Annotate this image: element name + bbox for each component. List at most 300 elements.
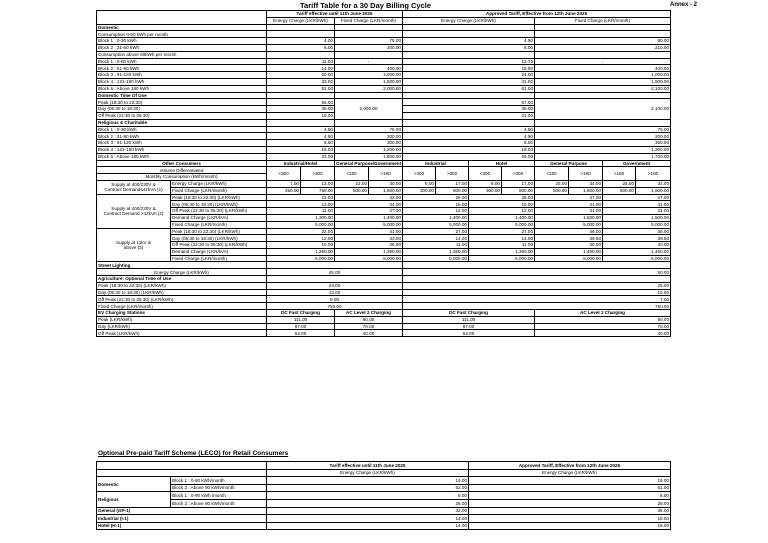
table-cell: 12.00 [469, 208, 535, 215]
table-row [97, 477, 671, 485]
table-cell: 8.00 [469, 492, 671, 500]
table-cell: 25.00 [267, 499, 469, 507]
block-label: Block 2 : Above 90 kWh/month [171, 499, 267, 507]
table-cell: 300.00 [335, 140, 403, 147]
table-row [97, 201, 671, 208]
table-cell: 5,000.00 [603, 221, 671, 228]
table-cell: 1,400.00 [403, 214, 469, 221]
table-cell: 1,600.00 [335, 153, 403, 160]
table-cell: 5,000.00 [403, 221, 469, 228]
table-cell: 12.00 [267, 235, 335, 242]
table-row [97, 146, 671, 153]
period-label: Off Peak (22:30 to 05:30) (LKR/kWh) [97, 296, 267, 303]
table-cell: 75.00 [335, 126, 403, 133]
prepaid-domestic-label: Domestic [97, 477, 171, 492]
table-cell: 15.00 [469, 201, 535, 208]
table-cell: 25.00 [603, 180, 636, 187]
table-cell: 111.00 [403, 316, 535, 323]
table-row [97, 44, 671, 51]
table-cell [267, 31, 335, 38]
table-cell: 4.50 [403, 126, 535, 133]
table-cell: 2,000.00 [335, 85, 403, 92]
table-cell: 5,000.00 [535, 255, 603, 262]
table-row [97, 99, 671, 106]
table-row [97, 65, 671, 72]
table-cell: 4.00 [267, 38, 335, 45]
table-cell: 39.50 [603, 235, 671, 242]
table-cell: 28.00 [469, 194, 535, 201]
table-cell: 13.00 [301, 180, 335, 187]
table-cell: 1,350.00 [469, 248, 535, 255]
table-cell [535, 51, 671, 58]
supply-1-label-line2: Contract Demand≤42kVA (1) [104, 187, 163, 193]
tariff-table [96, 10, 671, 337]
table-cell: 75.00 [535, 126, 671, 133]
street-old: 45.00 [267, 269, 403, 276]
table-cell: >300 [502, 167, 535, 181]
table-cell: 200.00 [535, 133, 671, 140]
table-cell: 33.00 [335, 235, 403, 242]
table-cell: 14.00 [267, 477, 469, 485]
table-cell: 1,200.00 [335, 146, 403, 153]
annex-label: Annex - 2 [670, 2, 698, 8]
supply-2-label-line1: Supply at 400/230V & [111, 205, 156, 211]
table-cell: 400.00 [335, 65, 403, 72]
block-label: Block 2 : 61-90 kWh [97, 65, 267, 72]
table-row [97, 235, 671, 242]
prepaid-old-header: Tariff effective until 11th June 2025 [267, 462, 469, 470]
table-row [97, 85, 671, 92]
table-cell: 1,400.00 [469, 214, 535, 221]
supply-3-label-line2: above (3) [123, 244, 144, 250]
block-label: Block 4 : 121-180 kWh [97, 146, 267, 153]
table-cell: 18.50 [403, 65, 535, 72]
blank-cell [97, 11, 267, 25]
table-cell: 250.00 [267, 187, 301, 194]
section-religious: Religious & Charitable [97, 119, 267, 126]
table-row [97, 248, 671, 255]
table-cell: 30.00 [369, 180, 403, 187]
table-cell: 55.00 [267, 99, 335, 106]
table-cell: Industrial/Hotel [267, 160, 335, 167]
table-cell: 1,350.00 [403, 248, 469, 255]
charge-label: Demand Charge (LKR/kVA) [171, 248, 267, 255]
period-label: Day (05:30 to 18:30) (LKR/kWh) [97, 289, 267, 296]
table-cell: 22.00 [267, 228, 335, 235]
table-cell: 90.00 [535, 316, 671, 323]
category-label: Hotel (H-1) [97, 522, 267, 530]
prepaid-title: Optional Pre-paid Tariff Scheme (LECO) for Retail Consumers [98, 450, 289, 457]
table-row [97, 92, 671, 99]
table-cell: 61.00 [403, 85, 535, 92]
street-energy-label: Energy Charge (LKR/kWh) [97, 269, 267, 276]
table-row [97, 24, 671, 31]
block-label: Block 5 : Above 180 kWh [97, 153, 267, 160]
prepaid-table [96, 461, 671, 530]
table-cell: 70.00 [535, 323, 671, 330]
table-row [97, 228, 671, 235]
section-agri: Agriculture: Optional Time of Use [97, 276, 267, 283]
table-cell: 1,500.00 [535, 78, 671, 85]
table-cell: <180 [535, 167, 569, 181]
table-cell: Hotel [469, 160, 535, 167]
table-cell: 5,000.00 [267, 221, 335, 228]
table-cell: 5,000.00 [267, 255, 335, 262]
table-cell [535, 92, 671, 99]
table-row [97, 262, 671, 269]
table-cell [535, 119, 671, 126]
table-cell: Energy Charge (LKR/kWh) [469, 469, 671, 477]
street-new: 50.00 [403, 269, 671, 276]
table-cell: 14.00 [403, 235, 469, 242]
period-label: Off Peak (LKR/kWh) [97, 330, 267, 337]
table-cell: 16.00 [469, 477, 671, 485]
table-cell: 22.00 [335, 180, 369, 187]
period-label: Day (05:30 to 18:30) [97, 106, 267, 113]
table-cell: 19.00 [403, 146, 535, 153]
block-label: Block 1 : 0-90 kWh/month [171, 477, 267, 485]
table-cell: 42.00 [335, 194, 403, 201]
table-row [97, 242, 671, 249]
table-cell: Government [603, 160, 671, 167]
table-cell: 1,000.00 [535, 72, 671, 79]
table-row [97, 462, 671, 470]
table-cell: - [535, 58, 671, 65]
table-cell: 1,300.00 [267, 214, 335, 221]
table-row [97, 31, 671, 38]
table-cell: 1,500.00 [535, 214, 603, 221]
table-cell: 4.50 [267, 133, 335, 140]
table-cell: 750.00 [267, 303, 403, 310]
table-cell: 8.00 [403, 44, 535, 51]
table-row [97, 276, 671, 283]
table-cell: <300 [267, 167, 301, 181]
table-cell: 32.00 [267, 507, 469, 515]
new-tariff-header: Approved Tariff, Effective from 12th June 2025 [403, 11, 671, 18]
table-row [97, 194, 671, 201]
table-cell: 1,350.00 [335, 248, 403, 255]
fixed-header: Fixed Charge (LKR/month) [335, 17, 403, 24]
table-cell: 40.00 [535, 330, 671, 337]
table-cell [267, 24, 335, 31]
table-cell: 200.00 [335, 133, 403, 140]
table-cell: General Purpose/Government [336, 160, 402, 166]
table-row [97, 296, 671, 303]
table-cell: 1,700.00 [535, 153, 671, 160]
table-cell: 350.00 [535, 140, 671, 147]
table-cell: >180 [369, 167, 403, 181]
table-row [97, 72, 671, 79]
table-cell: 200.00 [335, 44, 403, 51]
table-cell: 1,000.00 [335, 72, 403, 79]
table-cell: 27.00 [469, 228, 535, 235]
table-cell: DC Fast Charging [403, 310, 535, 317]
period-label: Off Peak (22:30 to 05:30) [97, 112, 267, 119]
table-cell: 17.00 [436, 180, 469, 187]
table-cell: 400.00 [535, 65, 671, 72]
table-cell: 47.00 [535, 194, 603, 201]
table-row [97, 140, 671, 147]
supply-2-label-line2: Contract Demand >42kVA (2) [103, 211, 164, 216]
supply-2-label [97, 194, 171, 228]
table-cell: 15.00 [403, 289, 671, 296]
block-label: Block 1 : 0-30 kWh [97, 38, 267, 45]
table-cell: 210.00 [535, 44, 671, 51]
table-row [97, 160, 671, 167]
table-cell: 1,600.00 [636, 187, 671, 194]
section-domestic: Domestic [97, 24, 267, 31]
energy-header: Energy Charge (LKR/kWh) [403, 17, 535, 24]
block-label: Block 3 : 91-120 kWh [97, 72, 267, 79]
table-cell: 26.00 [335, 242, 403, 249]
table-row [97, 469, 671, 477]
table-cell [267, 51, 335, 58]
table-cell: 1,300.00 [535, 146, 671, 153]
table-cell: 7.00 [267, 180, 301, 187]
table-cell: >180 [636, 167, 671, 181]
table-row [97, 289, 671, 296]
page-title: Tariff Table for a 30 Day Billing Cycle [300, 1, 432, 10]
table-cell: 300.00 [469, 187, 502, 194]
table-cell: 35.00 [267, 106, 335, 113]
dtou-fixed-old: 2,000.00 [335, 99, 403, 119]
table-cell: 4.50 [403, 38, 535, 45]
supply-3-label-line1: Supply at 11kV & [116, 239, 151, 245]
table-cell: 7.00 [403, 296, 671, 303]
table-cell: - [335, 58, 403, 65]
table-cell: 90.00 [335, 316, 403, 323]
table-cell: 1,500.00 [369, 187, 403, 194]
table-cell: 5,000.00 [535, 221, 603, 228]
table-cell: 25.00 [535, 180, 569, 187]
table-cell: 20.00 [267, 72, 335, 79]
table-row [97, 126, 671, 133]
table-cell: 41.00 [403, 78, 535, 85]
period-label: Peak (18:30 to 22:30) [97, 99, 267, 106]
table-cell: 17.00 [502, 180, 535, 187]
period-label: Fixed Charge (LKR/month) [97, 303, 267, 310]
table-cell: 67.00 [403, 99, 535, 106]
table-cell [403, 119, 535, 126]
table-row [97, 180, 671, 187]
table-cell: 11.00 [267, 58, 335, 65]
table-cell [403, 24, 535, 31]
section-street: Street Lighting [97, 262, 267, 269]
supply-1-label-line1: Supply at 400/230V & [111, 181, 156, 187]
table-cell: AC Level 2 Charging [335, 310, 403, 317]
table-cell: 13.00 [267, 201, 335, 208]
table-cell: 87.00 [267, 323, 335, 330]
block-label: Block 1 : 0-90 kWh /month [171, 492, 267, 500]
table-cell: 53.00 [403, 330, 535, 337]
table-cell: 750.00 [403, 303, 671, 310]
table-cell: 46.00 [535, 228, 603, 235]
section-ev: EV Charging Stations [97, 310, 267, 317]
old-tariff-header: Tariff effective until 11th June 2025 [267, 11, 403, 18]
table-cell: 87.00 [403, 323, 535, 330]
table-cell: 14.00 [469, 235, 535, 242]
table-row [97, 522, 671, 530]
table-cell: 27.00 [403, 228, 469, 235]
charge-label: Fixed Charge (LKR/month) [171, 255, 267, 262]
table-cell: 41.00 [535, 201, 603, 208]
block-label: Block 1 : 0-60 kWh [97, 58, 267, 65]
table-cell: 31.00 [603, 208, 671, 215]
table-row [97, 153, 671, 160]
table-cell: 4.50 [267, 126, 335, 133]
table-row [97, 330, 671, 337]
table-cell: 25.00 [403, 282, 671, 289]
block-label: Block 3 : 91-120 kWh [97, 140, 267, 147]
table-row [97, 38, 671, 45]
table-cell: 27.00 [335, 208, 403, 215]
table-cell: 41.00 [603, 201, 671, 208]
table-cell: 500.00 [603, 187, 636, 194]
table-row [97, 214, 671, 221]
table-cell: 14.00 [267, 65, 335, 72]
table-cell: 23.00 [267, 194, 335, 201]
dtou-fixed-new: 2,100.00 [535, 99, 671, 119]
table-cell: 1,450.00 [603, 248, 671, 255]
table-cell: Energy Charge (LKR/kWh) [267, 469, 469, 477]
table-cell [267, 119, 335, 126]
table-row [97, 78, 671, 85]
table-cell: 23.00 [267, 282, 403, 289]
table-row [97, 187, 671, 194]
table-cell: 30.00 [535, 242, 603, 249]
table-cell [335, 51, 403, 58]
table-cell [267, 92, 335, 99]
table-cell: 31.00 [535, 208, 603, 215]
table-cell: 8.00 [267, 296, 403, 303]
table-row [97, 11, 671, 18]
table-cell [403, 31, 535, 38]
table-cell: >300 [301, 167, 335, 181]
table-cell: 2,100.00 [535, 85, 671, 92]
charge-label: Fixed Charge (LKR/month) [171, 221, 267, 228]
table-cell: 1,600.00 [569, 187, 603, 194]
table-cell: 53.00 [267, 330, 335, 337]
table-cell: 4.50 [403, 133, 535, 140]
table-cell: 34.00 [636, 180, 671, 187]
table-row [97, 221, 671, 228]
charge-label: Energy Charge (LKR/kWh) [171, 180, 267, 187]
table-cell: 52.00 [267, 85, 335, 92]
table-cell: 15.00 [267, 112, 335, 119]
table-cell: 21.00 [403, 112, 535, 119]
table-cell: 8.00 [469, 180, 502, 187]
table-cell [335, 24, 403, 31]
charge-label: Peak (18:30 to 22:30) (LKR/kWh) [171, 228, 267, 235]
charge-label: Day (05:30 to 18:30) (LKR/kWh) [171, 201, 267, 208]
table-cell: 111.00 [267, 316, 335, 323]
table-cell: 1,500.00 [603, 214, 671, 221]
table-cell: 11.00 [469, 242, 535, 249]
table-cell: Industrial [403, 160, 469, 167]
table-cell: 6.00 [267, 44, 335, 51]
table-cell: >300 [436, 167, 469, 181]
table-cell: 500.00 [335, 187, 369, 194]
table-row [97, 515, 671, 523]
supply-3-label [97, 228, 171, 262]
table-cell: 70.00 [335, 323, 403, 330]
block-label: Block 1 : 0-30 kWh [97, 126, 267, 133]
table-row [97, 133, 671, 140]
period-label: Peak (LKR/kWh) [97, 316, 267, 323]
volume-diff-label: Volume Differentiated [97, 167, 267, 174]
table-row [97, 484, 671, 492]
blank-cell [97, 462, 267, 470]
table-cell: 10.00 [267, 242, 335, 249]
block-label: Block 4 : 121-180 kWh [97, 78, 267, 85]
block-label: Block 2 : 31-90 kWh [97, 133, 267, 140]
subsection-label: Consumption above 60kWh per month [97, 51, 267, 58]
table-row [97, 303, 671, 310]
table-row [97, 507, 671, 515]
table-cell: <180 [603, 167, 636, 181]
table-cell: 5,000.00 [335, 221, 403, 228]
block-label: Block 5 : Above 180 kWh [97, 85, 267, 92]
block-label: Block 2 : Above 90 kWh/month [171, 484, 267, 492]
table-cell: 5,000.00 [335, 255, 403, 262]
fixed-header: Fixed Charge (LKR/month) [535, 17, 671, 24]
charge-label: Demand Charge (LKR/kVA) [171, 214, 267, 221]
block-label: Block 2 : 31-60 kWh [97, 44, 267, 51]
table-cell: 24.00 [403, 72, 535, 79]
table-row [97, 323, 671, 330]
table-cell: 28.00 [469, 499, 671, 507]
table-cell: 75.00 [335, 38, 403, 45]
blank-cell [97, 469, 267, 477]
table-row [97, 58, 671, 65]
table-cell: <300 [403, 167, 436, 181]
table-cell: 8.00 [403, 140, 535, 147]
table-cell: AC Level 2 Charging [535, 310, 671, 317]
table-cell: 33.00 [267, 78, 335, 85]
table-cell: 15.00 [403, 201, 469, 208]
period-label: Peak (18:30 to 22:30) (LKR/kWh) [97, 282, 267, 289]
table-cell: 52.00 [267, 484, 469, 492]
charge-label: Off Peak (22:30 to 05:30) (LKR/kWh) [171, 208, 267, 215]
table-cell: 1,500.00 [335, 78, 403, 85]
table-cell: 15.00 [267, 146, 335, 153]
table-cell: 36.00 [469, 507, 671, 515]
table-cell: 40.00 [335, 330, 403, 337]
table-row [97, 208, 671, 215]
table-cell: 18.00 [469, 515, 671, 523]
charge-label: Day (05:30 to 18:30) (LKR/kWh) [171, 235, 267, 242]
prepaid-new-header: Approved Tariff, Effective from 12th June 2025 [469, 462, 671, 470]
table-cell [335, 31, 403, 38]
table-cell: 1,400.00 [335, 214, 403, 221]
table-cell: 14.00 [267, 515, 469, 523]
table-cell: 8.00 [267, 492, 469, 500]
table-cell [403, 262, 671, 269]
table-cell: 1,250.00 [267, 248, 335, 255]
table-cell: 11.00 [267, 208, 335, 215]
table-row [97, 310, 671, 317]
table-cell: 5,000.00 [603, 255, 671, 262]
table-row [97, 499, 671, 507]
volume-diff-label: Monthly Consumption (kWh/month) [97, 174, 267, 181]
supply-1-label [97, 180, 171, 194]
table-cell: 11.00 [403, 242, 469, 249]
table-cell: <180 [335, 167, 369, 181]
table-cell: General Purpose [535, 160, 603, 167]
table-cell: >180 [569, 167, 603, 181]
charge-label: Fixed Charge (LKR/month) [171, 187, 267, 194]
table-cell [403, 276, 671, 283]
